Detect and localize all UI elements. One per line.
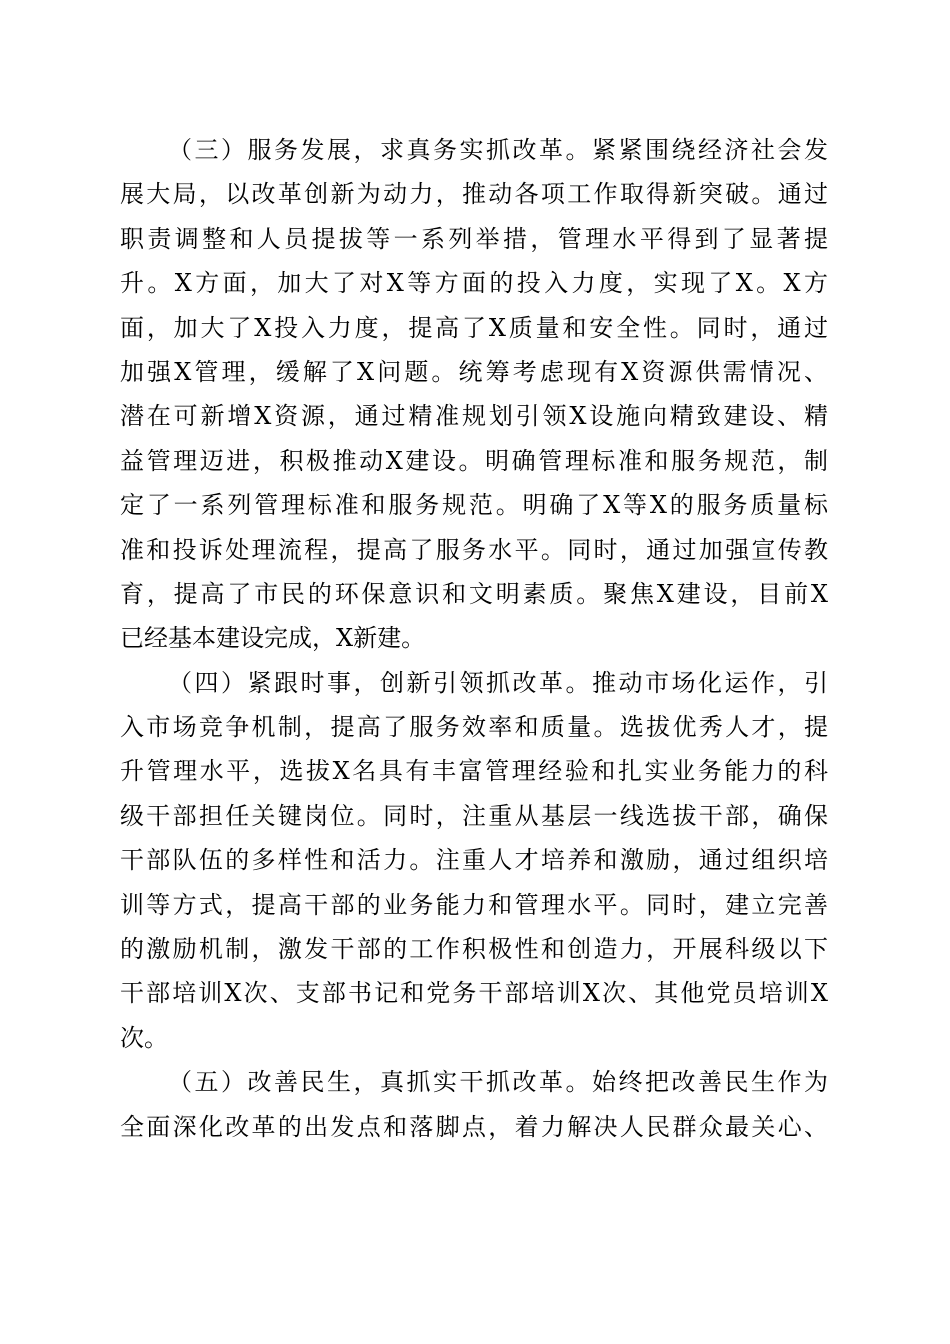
paragraph-5 [120,1060,828,1149]
text-line: 的激励机制，激发干部的工作积极性和创造力，开展科级以下 [120,935,828,964]
text-line: 面，加大了X投入力度，提高了X质量和安全性。同时，通过 [120,313,828,342]
text-line: 升。X方面，加大了对X等方面的投入力度，实现了X。X方 [120,269,828,298]
text-line: 级干部担任关键岗位。同时，注重从基层一线选拔干部，确保 [120,801,828,830]
text-line: 次。 [120,1023,168,1052]
paragraph-3 [120,128,828,661]
text-line: 职责调整和人员提拔等一系列举措，管理水平得到了显著提 [120,224,828,253]
text-line: 加强X管理，缓解了X问题。统筹考虑现有X资源供需情况、 [120,357,828,386]
text-line: 干部培训X次、支部书记和党务干部培训X次、其他党员培训X [120,979,828,1008]
text-line: （三）服务发展，求真务实抓改革。紧紧围绕经济社会发 [168,136,828,164]
text-line: 全面深化改革的出发点和落脚点，着力解决人民群众最关心、 [120,1112,828,1141]
text-line: 定了一系列管理标准和服务规范。明确了X等X的服务质量标 [120,491,828,520]
text-line: 干部队伍的多样性和活力。注重人才培养和激励，通过组织培 [120,846,828,875]
text-line: 准和投诉处理流程，提高了服务水平。同时，通过加强宣传教 [120,535,828,564]
text-line: 益管理迈进，积极推动X建设。明确管理标准和服务规范，制 [120,446,828,475]
text-line: 入市场竞争机制，提高了服务效率和质量。选拔优秀人才，提 [120,713,828,742]
text-line: 育，提高了市民的环保意识和文明素质。聚焦X建设，目前X [120,579,828,608]
text-line: （五）改善民生，真抓实干抓改革。始终把改善民生作为 [168,1068,828,1097]
document-body [120,128,828,1149]
text-line: 升管理水平，选拔X名具有丰富管理经验和扎实业务能力的科 [120,757,828,786]
text-line: 展大局，以改革创新为动力，推动各项工作取得新突破。通过 [120,180,828,209]
paragraph-4 [120,661,828,1061]
text-line: 训等方式，提高干部的业务能力和管理水平。同时，建立完善 [120,890,828,919]
text-line: 潜在可新增X资源，通过精准规划引领X设施向精致建设、精 [120,402,828,431]
text-line: 已经基本建设完成，X新建。 [120,624,426,653]
text-line: （四）紧跟时事，创新引领抓改革。推动市场化运作，引 [168,668,828,697]
